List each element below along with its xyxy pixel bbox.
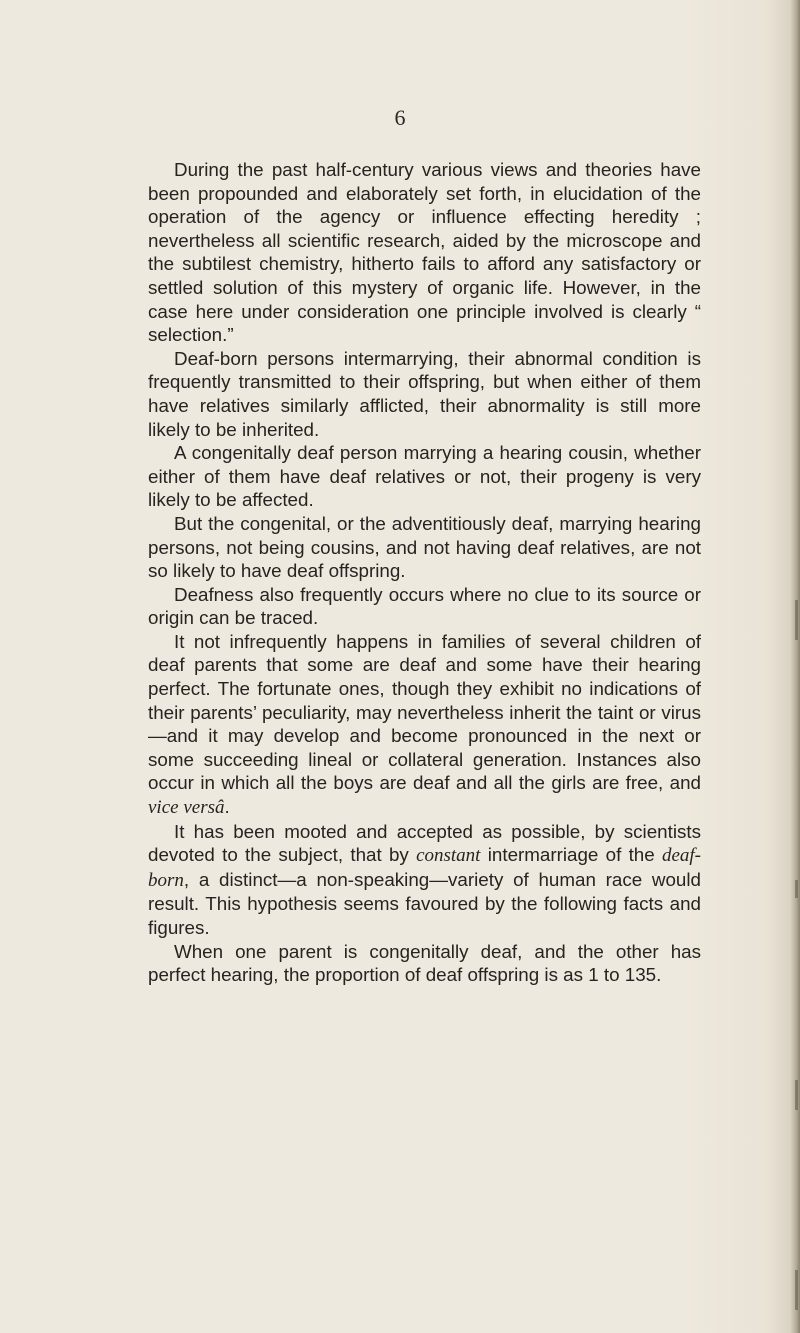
paragraph-7: It has been mooted and accepted as possible, by scientists devoted to the subject, that by constant intermarriage of the deaf-born, a distinct—a non-speaking—variety of human race would result. This hypothesis seems favoured by the following facts and figures.: [148, 820, 701, 938]
body-text: [148, 158, 701, 987]
paragraph-5: Deafness also frequently occurs where no clue to its source or origin can be traced.: [148, 583, 701, 629]
page-edge-mark: [795, 600, 798, 640]
page-number: 6: [394, 105, 406, 130]
paragraph-1: During the past half-century various views and theories have been propounded and elaborately set forth, in elucidation of the operation of the agency or influence effecting heredity ; nevertheless all scientific research, aided by the microscope and the subtilest chemistry, hitherto fails to afford any satisfactory or settled solution of this mystery of organic life. However, in the case here under consideration one principle involved is clearly “ selection.”: [148, 159, 701, 346]
page-edge-mark: [795, 880, 798, 898]
paragraph-3: A congenitally deaf person marrying a hearing cousin, whether either of them have deaf relatives or not, their progeny is very likely to be affected.: [148, 442, 701, 511]
paragraph-8: When one parent is congenitally deaf, and the other has perfect hearing, the proportion of deaf offspring is as 1 to 135.: [148, 940, 701, 986]
page-edge-shadow: [790, 0, 800, 1333]
italic-phrase: constant: [416, 845, 481, 867]
page-edge-mark: [795, 1080, 798, 1110]
italic-phrase: vice versâ: [148, 797, 225, 819]
italic-phrase: deaf-born: [148, 845, 701, 891]
paragraph-4: But the congenital, or the adventitiously deaf, marrying hearing persons, not being cousins, and not having deaf relatives, are not so likely to have deaf offspring.: [148, 512, 701, 582]
page-edge-mark: [795, 1270, 798, 1310]
paragraph-2: Deaf-born persons intermarrying, their abnormal condition is frequently transmitted to their offspring, but when either of them have relatives similarly afflicted, their abnormality is still more likely to be inherited.: [148, 347, 701, 440]
paragraph-6: It not infrequently happens in families of several children of deaf parents that some are deaf and some have their hearing perfect. The fortunate ones, though they exhibit no indications of their parents’ peculiarity, may nevertheless inherit the taint or virus—and it may develop and become pronounced in the next or some succeeding lineal or collateral generation. Instances also occur in which all the boys are deaf and all the girls are free, and vice versâ.: [148, 630, 701, 819]
